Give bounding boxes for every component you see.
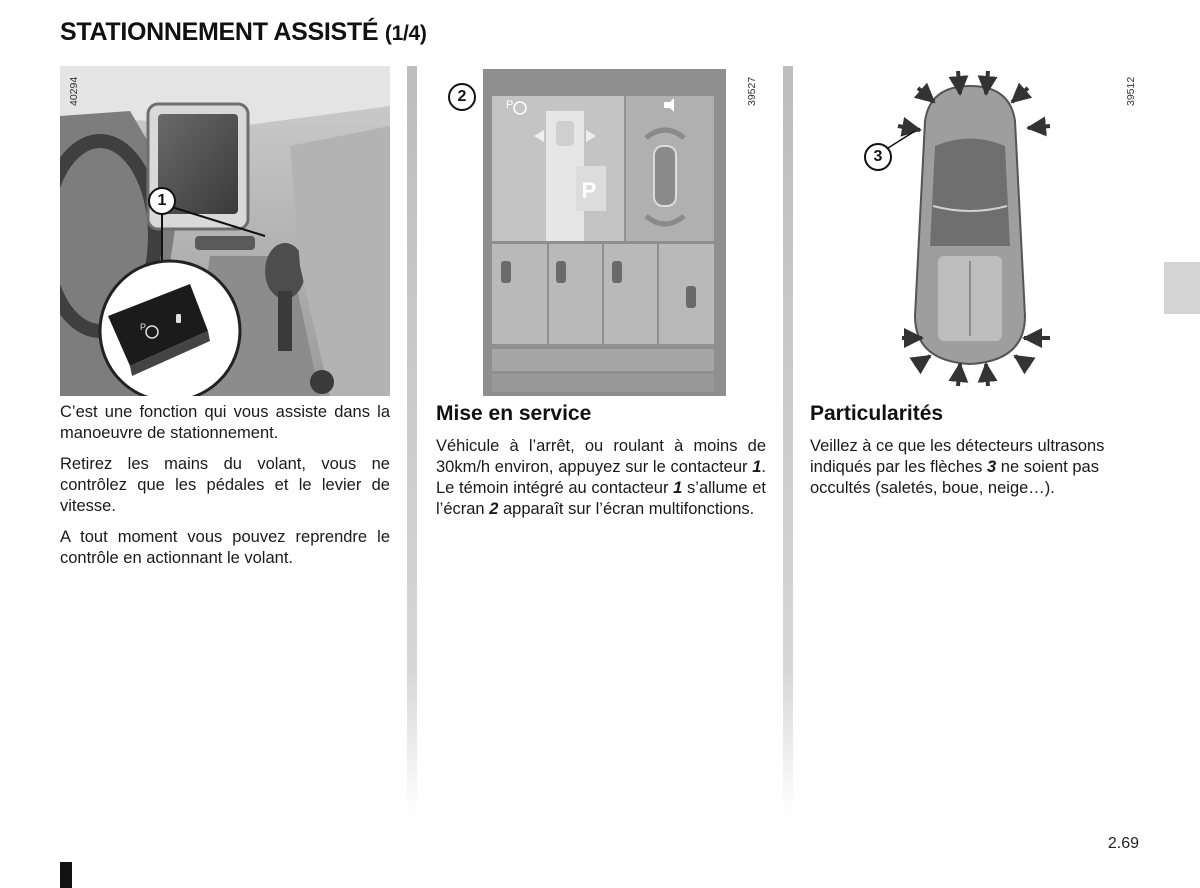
figure-screen bbox=[436, 66, 766, 396]
screen-illustration bbox=[436, 66, 766, 396]
column-separator-2 bbox=[783, 66, 793, 816]
ref-2: 2 bbox=[489, 500, 499, 518]
paragraph-1: C’est une fonction qui vous assiste dans la manoeuvre de stationnement. bbox=[60, 403, 390, 442]
ref-1b: 1 bbox=[673, 479, 683, 497]
title-main: STATIONNEMENT ASSISTÉ bbox=[60, 18, 379, 46]
ref-1a: 1 bbox=[752, 458, 762, 476]
figure-code-39512: 39512 bbox=[1125, 76, 1137, 106]
paragraph-3: A tout moment vous pouvez reprendre le contrôle en actionnant le volant. bbox=[60, 528, 390, 567]
page-number: 2.69 bbox=[1107, 835, 1139, 852]
ref-3: 3 bbox=[987, 458, 997, 476]
figure-car-sensors bbox=[810, 66, 1150, 396]
callout-1: 1 bbox=[148, 187, 176, 215]
heading-mise-en-service: Mise en service bbox=[436, 402, 592, 425]
figure-code-40294: 40294 bbox=[68, 76, 80, 106]
figure-code-39527: 39527 bbox=[746, 76, 758, 106]
car-illustration bbox=[810, 66, 1150, 396]
svg-text:P: P bbox=[506, 99, 514, 111]
paragraph-particularites: Veillez à ce que les détecteurs ultrasons indiqués par les flèches 3 ne soient pas occultés (saletés, boue, neige…). bbox=[810, 437, 1105, 497]
screen-parking-letter: P bbox=[581, 178, 597, 203]
title-suffix: (1/4) bbox=[384, 22, 427, 45]
paragraph-2: Retirez les mains du volant, vous ne contrôlez que les pédales et le levier de vitesse. bbox=[60, 455, 390, 515]
column-2-text bbox=[436, 401, 766, 530]
callout-2: 2 bbox=[448, 83, 476, 111]
callout-3: 3 bbox=[864, 143, 892, 171]
corner-mark bbox=[60, 862, 72, 888]
page-title bbox=[60, 18, 427, 47]
chapter-side-tab bbox=[1164, 262, 1200, 314]
figure-dashboard bbox=[60, 66, 390, 396]
column-1-text bbox=[60, 402, 390, 579]
column-separator-1 bbox=[407, 66, 417, 816]
svg-text:P: P bbox=[140, 322, 147, 332]
paragraph-mise-en-service: Véhicule à l’arrêt, ou roulant à moins de 30km/h environ, appuyez sur le contacteur 1. Le témoin intégré au contacteur 1 s’allume et l’écran 2 apparaît sur l’écran multifonctions. bbox=[436, 437, 766, 518]
heading-particularites: Particularités bbox=[810, 402, 944, 425]
dashboard-illustration bbox=[60, 66, 390, 396]
column-3-text bbox=[810, 401, 1150, 509]
